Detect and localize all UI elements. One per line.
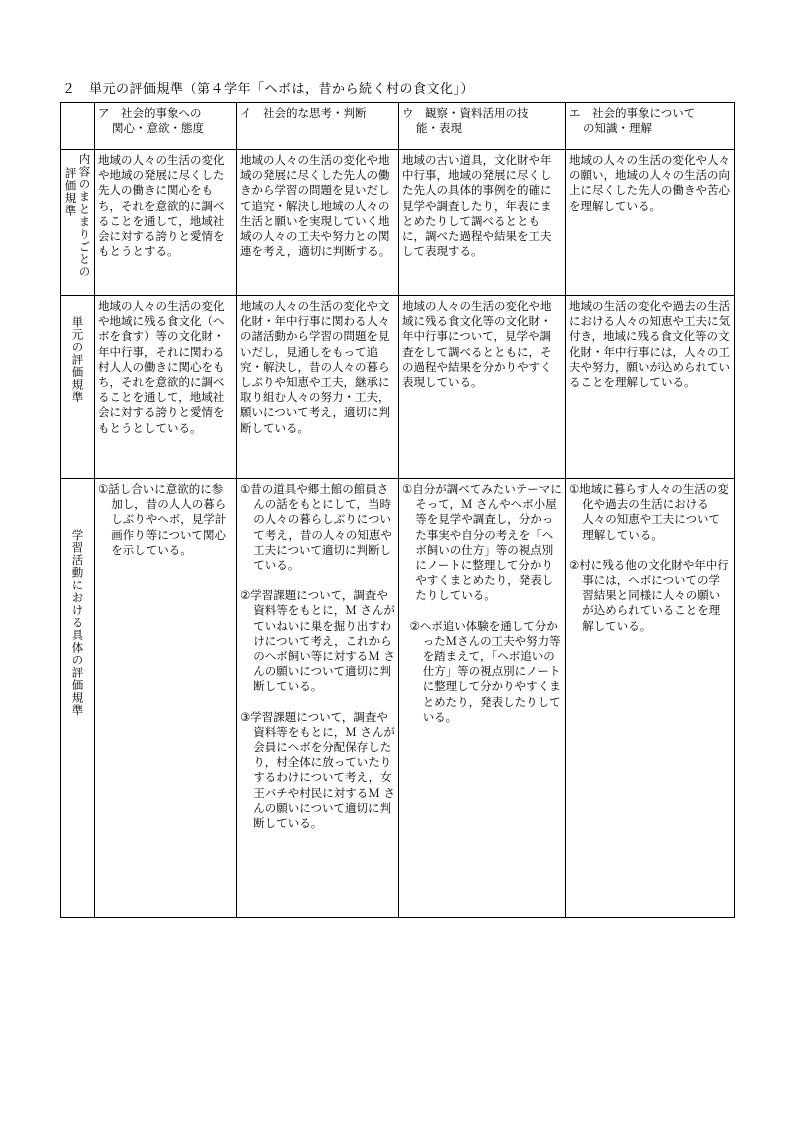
header-e-line2: の知識・理解 (583, 121, 652, 136)
header-a-line2: 関心・意欲・態度 (112, 121, 204, 136)
list-item: ①昔の道具や郷土館の館員さんの話をもとにして，当時の人々の暮らしぶりについて考え，昔の人々の知恵や工夫について適切に判断している。 (240, 482, 392, 573)
header-u-line2: 能・表現 (416, 121, 462, 136)
table-cell: 地域の人々の生活の変化や地域に残る食文化（ヘボを食す）等の文化財・年中行事，それに関わる村人人の働きに関心をもち，それを意欲的に調べることを通して，地域社会に対する誇りと愛情をもとうとしている。 (95, 296, 237, 479)
table-cell (95, 479, 237, 918)
row-label-content-unit (61, 150, 95, 296)
header-i (237, 103, 399, 150)
list-item: ①地域に暮らす人々の生活の変化や過去の生活における人々の知恵や工夫について理解している。 (569, 482, 729, 542)
header-u (399, 103, 566, 150)
page-title: ２ 単元の評価規準（第４学年「ヘボは，昔から続く村の食文化」） (62, 82, 475, 97)
table-cell (566, 479, 735, 918)
row-label-col: 学習活動における具体の評価規準 (70, 529, 85, 717)
list-item: ②学習課題について，調査や資料等をもとに，Ｍ さんがていねいに巣を掘り出すわけについて考え，これからのヘボ飼い等に対するＭ さんの願いについて適切に判断している。 (240, 588, 395, 694)
list-item: ②ヘボ追い体験を通して分かったＭさんの工夫や努力等を踏まえて，「ヘボ追いの仕方」等の視点別にノートに整理して分かりやすくまとめたり，発表したりしている。 (409, 618, 561, 724)
list-item: ③学習課題について，調査や資料等をもとに，Ｍ さんが 会員にヘボを分配保存したり，村全体に放っていたりするわけについて考え，女王バチや村民に対するＭ さんの願いについて適切に判断している。 (240, 709, 395, 831)
table-cell: 地域の人々の生活の変化や地域の発展に尽くした先人の働きに関心をもち，それを意欲的に調べることを通して，地域社会に対する誇りと愛情をもとうとする。 (95, 150, 237, 296)
header-u-line1: ウ 観察・資料活用の技 (402, 106, 529, 120)
row-label-activity (61, 479, 95, 918)
table-cell: 地域の人々の生活の変化や人々の願い，地域の人々の生活の向上に尽くした先人の働きや苦心を理解している。 (566, 150, 735, 296)
header-i-line1: イ 社会的な思考・判断 (240, 106, 367, 120)
list-item: ②村に残る他の文化財や年中行事には，ヘボについての学習結果と同様に人々の願いが込められていることを理解している。 (569, 557, 729, 633)
header-e (566, 103, 735, 150)
corner-cell (61, 103, 95, 150)
table-row (61, 150, 735, 296)
header-row (61, 103, 735, 150)
table-cell: 地域の人々の生活の変化や地域に残る食文化等の文化財・年中行事について，見学や調査をして調べるとともに，その過程や結果を分かりやすく表現している。 (399, 296, 566, 479)
header-a-line1: ア 社会的事象への (98, 106, 202, 120)
table-cell: 地域の古い道具，文化財や年中行事，地域の発展に尽くした先人の具体的事例を的確に見学や調査したり，年表にまとめたりして調べるとともに，調べた過程や結果を工夫して表現する。 (399, 150, 566, 296)
table-cell (399, 479, 566, 918)
table-row (61, 479, 735, 918)
table-cell (237, 479, 399, 918)
header-a (95, 103, 237, 150)
table-cell: 地域の生活の変化や過去の生活における人々の知恵や工夫に気付き，地域に残る食文化等の文化財・年中行事には，人々の工夫や努力，願いが込められていることを理解している。 (566, 296, 735, 479)
table-cell: 地域の人々の生活の変化や文化財・年中行事に関わる人々の諸活動から学習の問題を見いだし，見通しをもって追究・解決し，昔の人々の暮らしぶりや知恵や工夫，継承に取り組む人々の努力・工夫，願いについて考え，適切に判断している。 (237, 296, 399, 479)
row-label-col: 内容のまとまりごとの (77, 153, 92, 278)
row-label-col: 単元の評価規準 (70, 316, 85, 404)
list-item: ①自分が調べてみたいテーマにそって，Ｍ さんやヘボ小屋等を見学や調査し，分かった事実や自分の考えを「ヘボ飼いの仕方」等の視点別にノートに整理して分かりやすくまとめたり，発表したりしている。 (402, 482, 562, 603)
row-label-col: 評価規準 (63, 167, 78, 217)
row-label-unit (61, 296, 95, 479)
list-item: ①話し合いに意欲的に参加し，昔の人人の暮らしぶりやヘボ，見学計画作り等について関心を示している。 (98, 482, 227, 557)
evaluation-criteria-table (60, 102, 735, 918)
header-e-line1: エ 社会的事象について (569, 106, 696, 120)
table-row (61, 296, 735, 479)
table-cell: 地域の人々の生活の変化や地域の発展に尽くした先人の働きから学習の問題を見いだして追究・解決し地域の人々の生活と願いを実現していく地域の人々の工夫や努力との関連を考え，適切に判断する。 (237, 150, 399, 296)
